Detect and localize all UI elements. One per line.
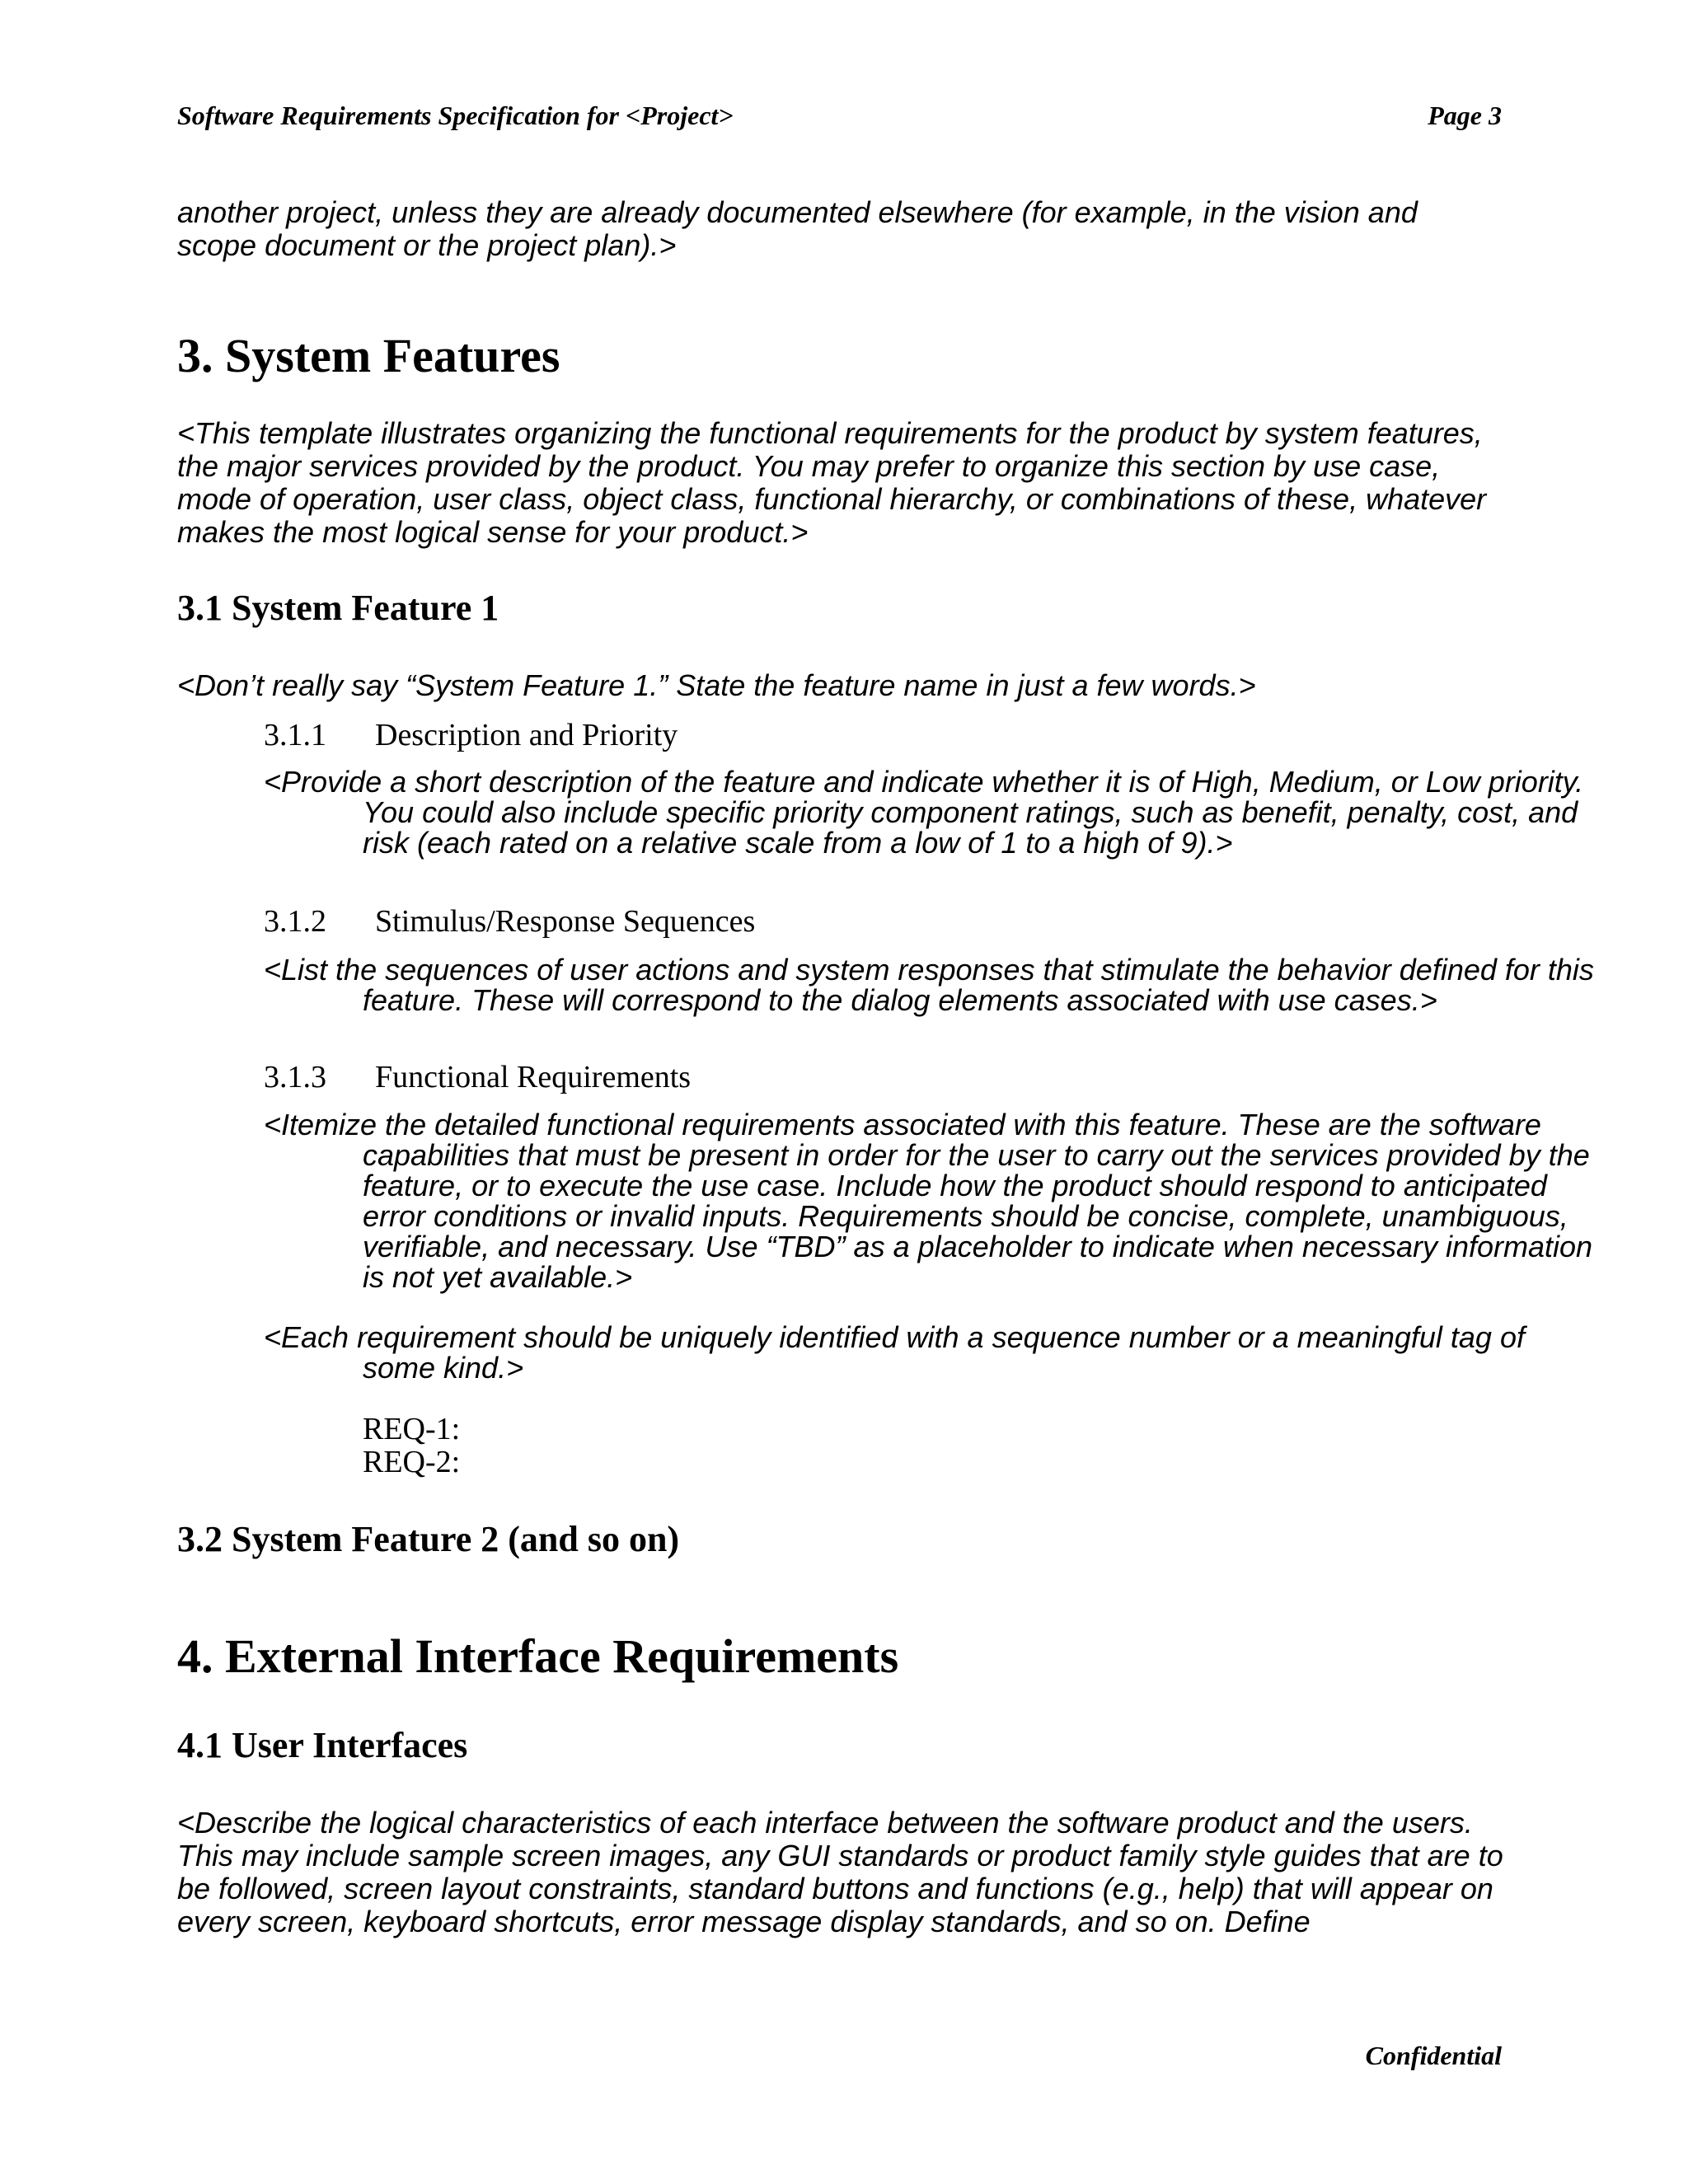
section-3-1-body: <Don’t really say “System Feature 1.” State the feature name in just a few words.> <box>177 668 1256 702</box>
section-title: Description and Priority <box>375 718 678 752</box>
requirement-2: REQ-2: <box>363 1445 461 1479</box>
section-4-heading: 4. External Interface Requirements <box>177 1629 899 1683</box>
section-3-1-heading: 3.1 System Feature 1 <box>177 588 499 628</box>
section-number: 3.1.1 <box>264 718 326 752</box>
section-number: 3.1.3 <box>264 1060 326 1094</box>
section-4-1-heading: 4.1 User Interfaces <box>177 1725 468 1765</box>
section-3-1-1-body: <Provide a short description of the feature and indicate whether it is of High, Medium, or Low priority. You could also include specific priority component ratings, such as benefit, penalty, cost, and risk (each rated on a relative scale from a low of 1 to a high of 9).> <box>264 765 1584 860</box>
section-3-1-2-body: <List the sequences of user actions and system responses that stimulate the behavior defined for this feature. These will correspond to the dialog elements associated with use cases.> <box>264 953 1594 1017</box>
section-title: Stimulus/Response Sequences <box>375 904 756 939</box>
requirement-1: REQ-1: <box>363 1412 461 1446</box>
section-3-heading: 3. System Features <box>177 329 560 382</box>
section-3-1-3-heading <box>264 1059 691 1095</box>
section-3-2-heading: 3.2 System Feature 2 (and so on) <box>177 1519 680 1559</box>
header-page-number: Page 3 <box>1428 101 1502 130</box>
section-3-1-1-heading <box>264 717 678 753</box>
section-3-1-2-heading <box>264 903 755 940</box>
section-number: 3.1.2 <box>264 904 326 939</box>
header-title: Software Requirements Specification for <Project> <box>177 101 734 130</box>
intro-continuation: another project, unless they are already documented elsewhere (for example, in the vision and scope document or the project plan).> <box>177 195 1418 262</box>
section-4-1-body: <Describe the logical characteristics of each interface between the software product and the users. This may include sample screen images, any GUI standards or product family style guides that are to be followed, screen layout constraints, standard buttons and functions (e.g., help) that will appear on every screen, keyboard shortcuts, error message display standards, and so on. Define <box>177 1806 1503 1938</box>
section-title: Functional Requirements <box>375 1060 692 1094</box>
section-3-body: <This template illustrates organizing the functional requirements for the product by system features, the major services provided by the product. You may prefer to organize this section by use case, mode of operation, user class, object class, functional hierarchy, or combinations of these, whatever makes the most logical sense for your product.> <box>177 416 1487 549</box>
section-3-1-3-note: <Each requirement should be uniquely identified with a sequence number or a meaningful tag of some kind.> <box>264 1320 1525 1385</box>
section-3-1-3-body: <Itemize the detailed functional requirements associated with this feature. These are the software capabilities that must be present in order for the user to carry out the services provided by the feature, or to execute the use case. Include how the product should respond to anticipated error conditions or invalid inputs. Requirements should be concise, complete, unambiguous, verifiable, and necessary. Use “TBD” as a placeholder to indicate when necessary information is not yet available.> <box>264 1108 1593 1294</box>
footer-confidential: Confidential <box>1365 2041 1502 2070</box>
